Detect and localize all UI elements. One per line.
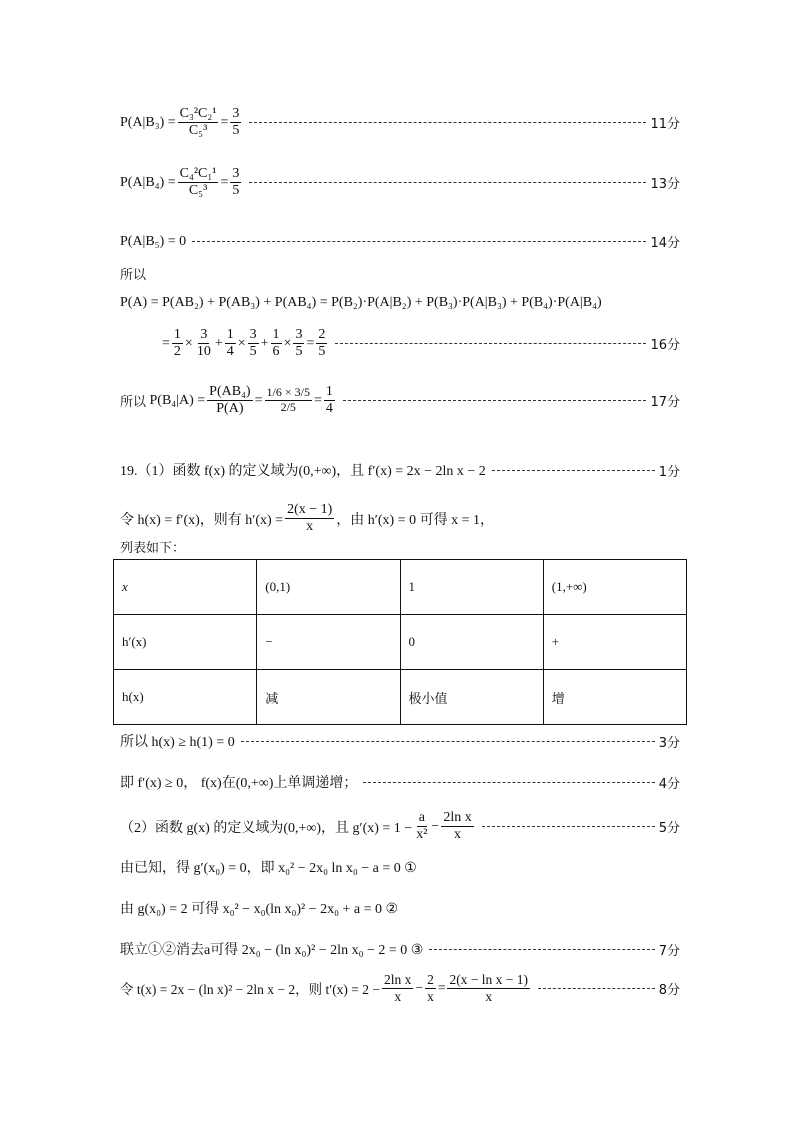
fraction: $\frac{3}{5}$ — [249, 327, 257, 360]
table-row — [114, 615, 687, 670]
table-cell: h(x) — [114, 670, 257, 725]
score-label: 1分 — [658, 464, 680, 480]
equation-p-a-b3: P(A|B₃) = $\frac{\text{C₃²C₂¹}}{\text{C₅³}}$ = $\frac{3}{5}$ 11分 — [120, 106, 680, 139]
equation-condition-2: 由 g(x₀) = 2 可得 x₀² − x₀(ln x₀)² − 2x₀ + a = 0 ② — [120, 902, 399, 917]
table-cell: − — [257, 615, 400, 670]
fraction: $\frac{\text{P(AB₄)}}{P(A)}$ — [209, 384, 251, 417]
table-cell: (1,+∞) — [543, 560, 686, 615]
result-fraction: $\frac{3}{5}$ — [232, 106, 240, 139]
dashed-leader — [538, 988, 655, 989]
fraction: $\frac{3}{5}$ — [295, 327, 303, 360]
fraction: $\frac{\text{2(x − ln x − 1)}}{x}$ — [449, 972, 529, 1004]
score-label: 7分 — [658, 943, 680, 959]
table-cell: x — [114, 560, 257, 615]
monotonicity-table — [113, 559, 687, 725]
fraction: $\frac{3}{10}$ — [196, 327, 211, 360]
fraction: $\frac{\text{2ln x}}{x}$ — [443, 810, 472, 843]
score-label: 16分 — [650, 338, 680, 354]
equation-bayes: 所以 P(B₄|A) = $\frac{\text{P(AB₄)}}{P(A)}$ = $\frac{1/6 \times 3/5}{2/5}$ = $\frac{1}{4}$ 17分 — [120, 384, 680, 417]
dashed-leader — [492, 470, 655, 471]
score-label: 11分 — [650, 117, 680, 133]
score-label: 13分 — [650, 177, 680, 193]
score-label: 3分 — [658, 735, 680, 751]
equation-p-a-b4: P(A|B₄) = $\frac{\text{C₄²C₁¹}}{\text{C₅³}}$ = $\frac{3}{5}$ 13分 — [120, 166, 680, 199]
table-cell: 1 — [400, 560, 543, 615]
score-label: 14分 — [650, 236, 680, 251]
problem-19-part2: （2）函数 g(x) 的定义域为(0,+∞)，且 g′(x) = 1 − $\frac{a}{\text{x²}}$ − $\frac{\text{2ln x}}{x}$ 5分 — [120, 810, 680, 843]
dashed-leader — [363, 782, 654, 783]
dashed-leader — [241, 741, 655, 742]
equation-t-derivative: 令 t(x) = 2x − (ln x)² − 2ln x − 2，则 t′(x) = 2 − $\frac{\text{2ln x}}{x}$ − $\frac{2}{x}$ = $\frac{\text{2(x − ln x − 1)}}{x}$ 8分 — [120, 972, 680, 1004]
table-cell: 极小值 — [400, 670, 543, 725]
fraction: $\frac{1}{6}$ — [272, 327, 280, 360]
conclusion-h-min: 所以 h(x) ≥ h(1) = 0 3分 — [120, 731, 680, 751]
score-label: 17分 — [650, 395, 680, 411]
fraction: $\frac{\text{2ln x}}{x}$ — [384, 972, 412, 1004]
fraction: $\frac{2}{5}$ — [318, 327, 326, 360]
combination-fraction: $\frac{\text{C₄²C₁¹}}{\text{C₅³}}$ — [179, 166, 217, 199]
dashed-leader — [192, 241, 646, 242]
dashed-leader — [482, 826, 655, 827]
fraction: $\frac{1}{2}$ — [173, 327, 181, 360]
equation-combined-3: 联立①②消去a可得 2x₀ − (ln x₀)² − 2ln x₀ − 2 = 0 ③ 7分 — [120, 939, 680, 959]
table-row — [114, 560, 687, 615]
fraction: $\frac{a}{\text{x²}}$ — [416, 810, 428, 843]
combination-fraction: $\frac{\text{C₃²C₂¹}}{\text{C₅³}}$ — [179, 106, 217, 139]
equation-p-a-b5: P(A|B₅) = 0 14分 — [120, 233, 680, 251]
score-label: 4分 — [658, 776, 680, 792]
equation-h-derivative: 令 h(x) = f′(x)，则有 h′(x) = $\frac{2(x - 1)}{x}$ ，由 h′(x) = 0 可得 x = 1， — [120, 502, 494, 535]
dashed-leader — [343, 400, 647, 401]
text-therefore: 所以 — [120, 268, 147, 283]
dashed-leader — [249, 182, 646, 183]
conclusion-monotonic: 即 f′(x) ≥ 0， f(x)在(0,+∞)上单调递增； 4分 — [120, 772, 680, 792]
table-cell: + — [543, 615, 686, 670]
table-cell: h′(x) — [114, 615, 257, 670]
fraction: $\frac{2}{x}$ — [427, 972, 434, 1004]
compound-fraction: $\frac{1/6 \times 3/5}{2/5}$ — [266, 385, 310, 415]
table-cell: (0,1) — [257, 560, 400, 615]
table-cell: 减 — [257, 670, 400, 725]
score-label: 5分 — [658, 821, 680, 837]
equation-total-value: = $\frac{1}{2}$ × $\frac{3}{10}$ + $\frac{1}{4}$ × $\frac{3}{5}$ + $\frac{1}{6}$ × $\frac{3}{5}$ = $\frac{2}{5}$ 16分 — [162, 327, 680, 360]
table-row — [114, 670, 687, 725]
equation-condition-1: 由已知，得 g′(x₀) = 0，即 x₀² − 2x₀ ln x₀ − a = 0 ① — [120, 861, 417, 876]
score-label: 8分 — [658, 982, 680, 998]
dashed-leader — [249, 122, 646, 123]
text-table-intro: 列表如下： — [120, 541, 186, 556]
equation-total-probability: P(A) = P(AB₂) + P(AB₃) + P(AB₄) = P(B₂)·P(A|B₂) + P(B₃)·P(A|B₃) + P(B₄)·P(A|B₄) — [120, 295, 602, 310]
eq-lhs: P(A|B₃) = — [120, 114, 176, 130]
fraction: $\frac{2(x - 1)}{x}$ — [287, 502, 333, 535]
result-fraction: $\frac{1}{4}$ — [325, 384, 333, 417]
table-cell: 增 — [543, 670, 686, 725]
table-cell: 0 — [400, 615, 543, 670]
result-fraction: $\frac{3}{5}$ — [232, 166, 240, 199]
problem-19-part1: 19.（1）函数 f(x) 的定义域为(0,+∞)，且 f′(x) = 2x − 2ln x − 2 1分 — [120, 460, 680, 480]
dashed-leader — [429, 949, 654, 950]
dashed-leader — [335, 343, 646, 344]
fraction: $\frac{1}{4}$ — [226, 327, 234, 360]
